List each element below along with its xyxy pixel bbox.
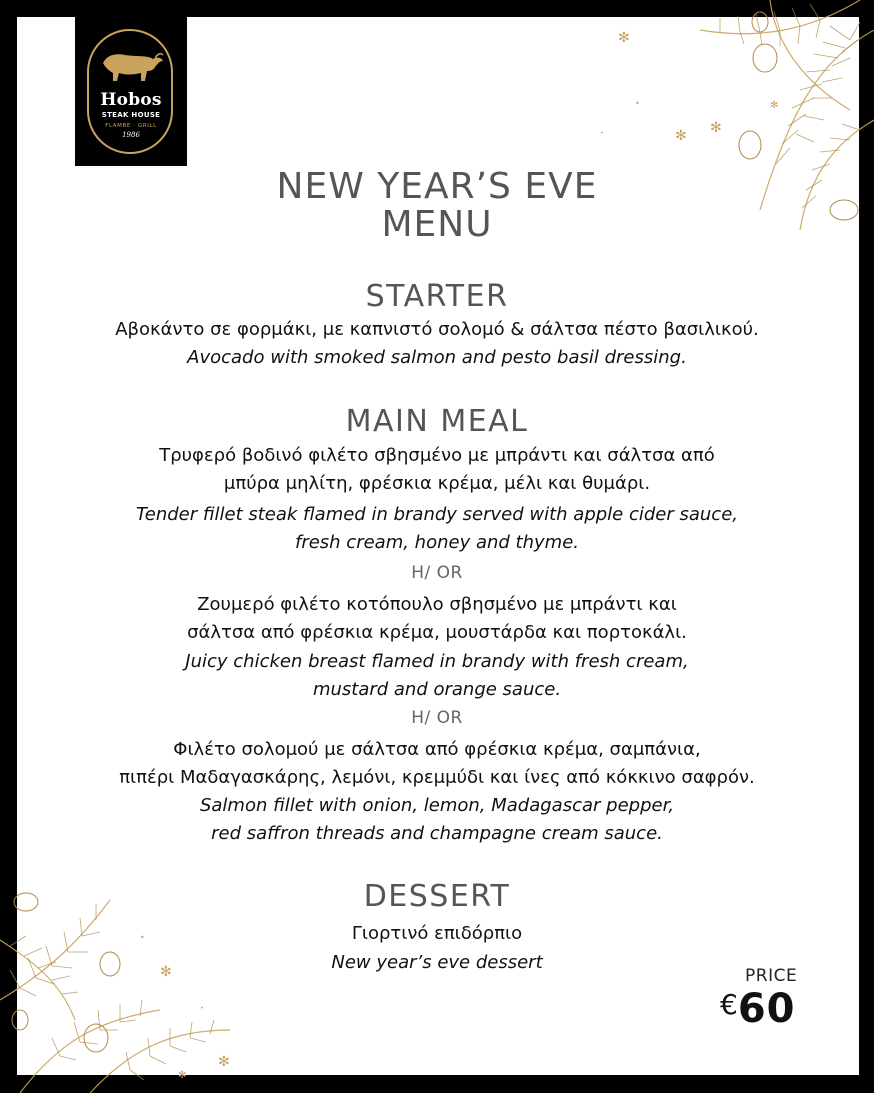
logo-subtitle: STEAK HOUSE <box>101 111 161 119</box>
svg-text:✻: ✻ <box>160 964 172 980</box>
main-option3-greek-line2: πιπέρι Μαδαγασκάρης, λεμόνι, κρεμμύδι και ίνες από κόκκινο σαφρόν. <box>119 767 755 788</box>
main-meal-heading: MAIN MEAL <box>345 404 529 439</box>
price-amount: 60 <box>737 986 796 1032</box>
svg-text:✻: ✻ <box>710 120 722 136</box>
menu-title-line1: NEW YEAR’S EVE <box>276 166 598 207</box>
logo-brand-name: Hobos <box>100 90 162 110</box>
dessert-english: New year’s eve dessert <box>331 952 543 973</box>
main-option3-greek-line1: Φιλέτο σολομού με σάλτσα από φρέσκια κρέμα, σαμπάνια, <box>173 739 701 760</box>
svg-text:✻: ✻ <box>675 128 687 144</box>
dessert-heading: DESSERT <box>363 879 511 914</box>
logo-year: 1986 <box>122 131 140 139</box>
or-separator-2: H/ OR <box>411 708 463 728</box>
main-option2-english-line1: Juicy chicken breast flamed in brandy with fresh cream, <box>185 651 689 672</box>
bull-icon <box>97 45 165 85</box>
main-option1-greek-line1: Τρυφερό βοδινό φιλέτο σβησμένο με μπράντι και σάλτσα από <box>159 445 715 466</box>
svg-text:•: • <box>600 130 604 137</box>
main-option1-greek-line2: μπύρα μηλίτη, φρέσκια κρέμα, μέλι και θυμάρι. <box>223 473 651 494</box>
svg-text:✻: ✻ <box>770 100 779 111</box>
svg-text:•: • <box>635 99 640 108</box>
starter-english: Avocado with smoked salmon and pesto basil dressing. <box>187 347 687 368</box>
main-option1-english-line2: fresh cream, honey and thyme. <box>294 532 579 553</box>
hobos-logo <box>75 17 187 166</box>
main-option3-english-line1: Salmon fillet with onion, lemon, Madagascar pepper, <box>199 795 675 816</box>
main-option2-english-line2: mustard and orange sauce. <box>312 679 562 700</box>
svg-text:•: • <box>200 1005 204 1012</box>
main-option2-greek-line1: Ζουμερό φιλέτο κοτόπουλο σβησμένο με μπράντι και <box>197 594 677 615</box>
main-option1-english-line1: Tender fillet steak flamed in brandy served with apple cider sauce, <box>136 504 738 525</box>
starter-greek: Αβοκάντο σε φορμάκι, με καπνιστό σολομό & σάλτσα πέστο βασιλικού. <box>115 319 759 340</box>
price-label: PRICE <box>745 966 798 986</box>
svg-text:✻: ✻ <box>618 30 630 46</box>
logo-tagline: FLAMBE · GRILL <box>105 123 157 129</box>
dessert-greek: Γιορτινό επιδόρπιο <box>351 923 523 944</box>
menu-title-line2: MENU <box>381 204 493 245</box>
or-separator-1: H/ OR <box>411 563 463 583</box>
euro-currency-symbol: € <box>720 988 738 1021</box>
main-option3-english-line2: red saffron threads and champagne cream sauce. <box>211 823 663 844</box>
svg-text:✻: ✻ <box>218 1054 230 1070</box>
starter-heading: STARTER <box>365 279 509 314</box>
svg-text:•: • <box>140 933 145 942</box>
price-value <box>720 986 796 1032</box>
main-option2-greek-line2: σάλτσα από φρέσκια κρέμα, μουστάρδα και πορτοκάλι. <box>187 622 687 643</box>
svg-text:✻: ✻ <box>178 1070 187 1081</box>
